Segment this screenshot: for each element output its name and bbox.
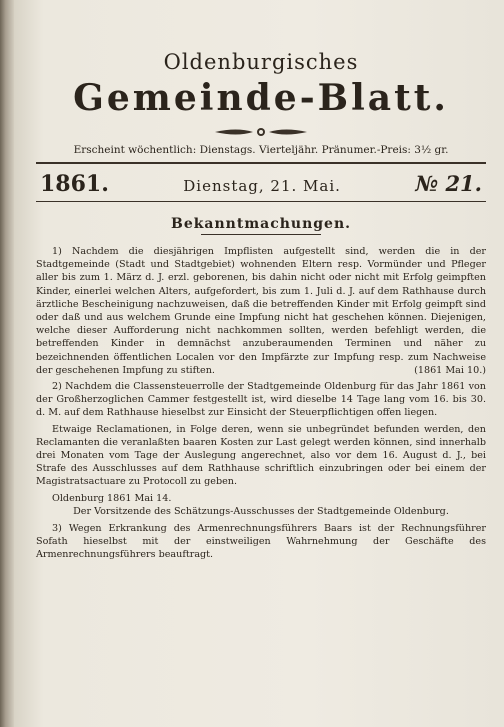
notice-3-text: 3) Wegen Erkrankung des Armenrechnungsführers Baars ist der Rechnungsführer Sofath hieselbst mit der einstweiligen Wahrnehmung der Geschäfte des Armenrechnungsführers beauftragt.	[36, 523, 486, 561]
notice-1-date: (1861 Mai 10.)	[414, 364, 486, 376]
notice-1	[36, 245, 486, 377]
section-underline	[201, 234, 321, 235]
signature-place-date: Oldenburg 1861 Mai 14.	[52, 492, 172, 504]
publication-info: Erscheint wöchentlich: Dienstags. Vierteljähr. Pränumer.-Preis: 3½ gr.	[73, 144, 449, 156]
issue-date: Dienstag, 21. Mai.	[183, 177, 341, 195]
newspaper-page	[14, 0, 504, 727]
section-title-text: Bekanntmachungen.	[170, 216, 352, 232]
ornament-divider	[36, 124, 486, 140]
masthead-subtitle: Oldenburgisches	[163, 50, 359, 74]
notice-2-text: 2) Nachdem die Classensteuerrolle der Stadtgemeinde Oldenburg für das Jahr 1861 von der Großherzoglichen Cammer festgestellt ist, wird dieselbe 14 Tage lang vom 16. bis 30. d. M. auf dem Rathhause hieselbst zur Einsicht der Steuerpflichtigen offen liegen.	[36, 381, 486, 419]
rule-bottom	[36, 201, 486, 202]
rule-top	[36, 162, 486, 164]
issue-number: № 21.	[415, 171, 482, 196]
ornament-icon	[213, 126, 309, 138]
section-heading	[36, 216, 486, 235]
book-spine-shadow	[0, 0, 14, 727]
notice-2-continuation	[36, 423, 486, 489]
masthead-title: Gemeinde-Blatt.	[73, 77, 449, 119]
issue-year: 1861.	[40, 171, 109, 197]
notice-3	[36, 522, 486, 562]
notice-2	[36, 380, 486, 420]
notice-2-continuation-text: Etwaige Reclamationen, in Folge deren, wenn sie unbegründet befunden werden, den Reclamanten die veranlaßten baaren Kosten zur Last gelegt werden können, sind innerhalb drei Monaten vom Tage der Auslegung angerechnet, also vor dem 16. August d. J., bei Strafe des Ausschlusses auf dem Rathhause schriftlich einzubringen oder bei einem der Magistratsactuare zu Protocoll zu geben.	[36, 423, 486, 488]
notice-1-body: 1) Nachdem die diesjährigen Impflisten aufgestellt sind, werden die in der Stadtgemeinde (Stadt und Stadtgebiet) wohnenden Eltern resp. Vormünder und Pfleger aller bis zum 1. März d. J. erzl. geborenen, bis dahin nicht oder nicht mit Erfolg geimpften Kinder, einerlei welchen Alters, aufgefordert, bis zum 1. Juli d. J. auf dem Rathhause durch ärztliche Bescheinigung nachzuweisen, daß die betreffenden Kinder mit Erfolg geimpft sind oder daß und aus welchem Grunde eine Impfung nicht hat geschehen können. Diejenigen, welche dieser Aufforderung nicht nachkommen sollten, werden befehligt werden, die betreffenden Kinder in demnächst anzuberaumenden Terminen und näher zu bezeichnenden öffentlichen Localen vor den Impfärzte zur Impfung resp. zum Nachweise der geschehenen Impfung zu stiften.	[36, 246, 486, 376]
page-content	[36, 50, 486, 565]
notice-1-text	[36, 245, 486, 377]
signature-body: Der Vorsitzende des Schätzungs-Ausschusses der Stadtgemeinde Oldenburg.	[73, 505, 449, 517]
dateline	[36, 165, 486, 201]
